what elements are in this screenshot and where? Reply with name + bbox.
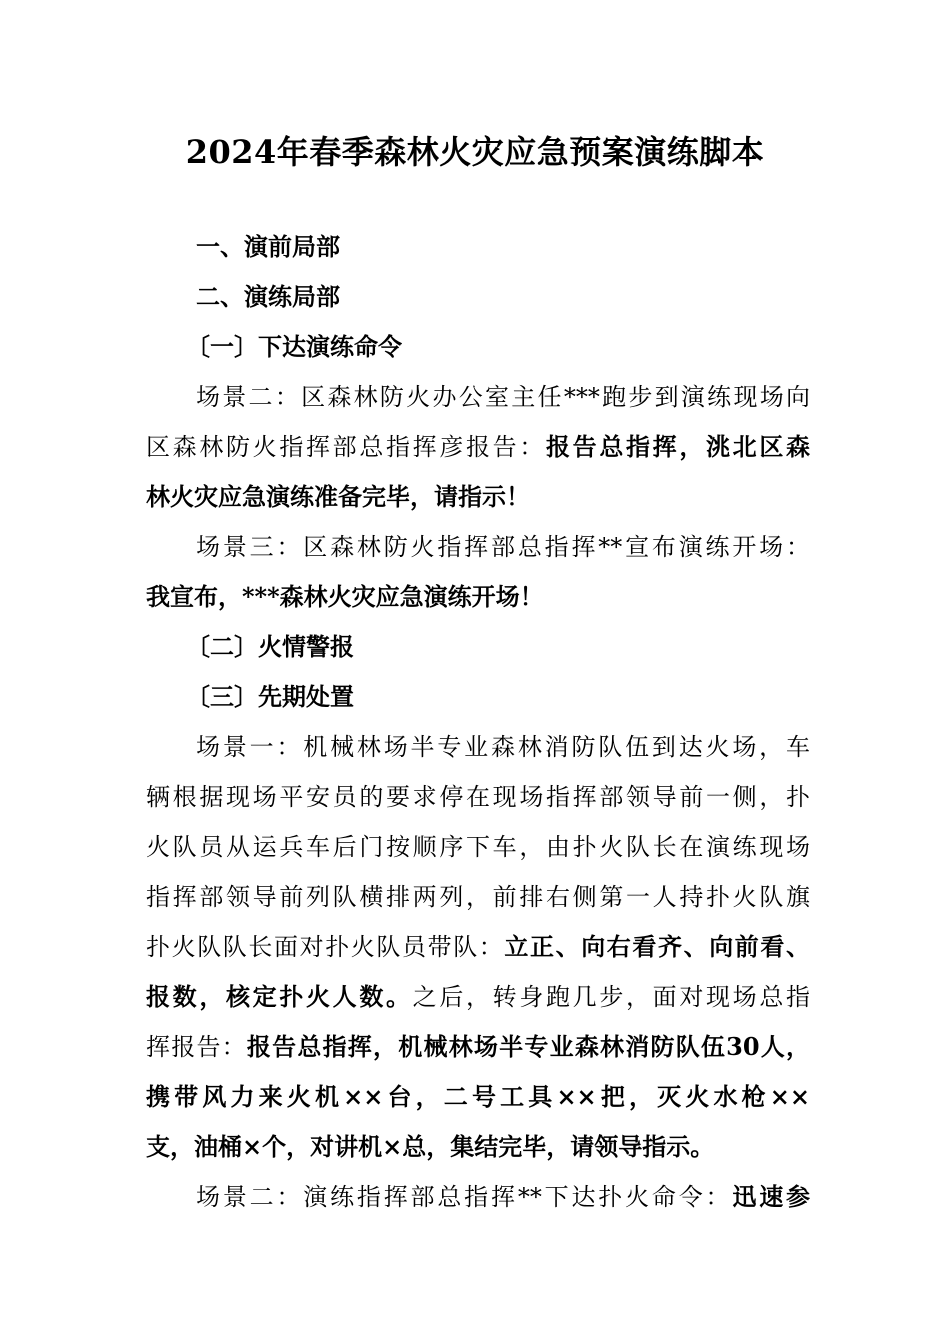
paragraph-line [146,972,810,1022]
paragraph-line: 辆根据现场平安员的要求停在现场指挥部领导前一侧，扑 [146,783,810,811]
paragraph-text: 之后，转身跑几步，面对现场总指 [412,983,811,1011]
paragraph-line [146,422,810,472]
document-body [146,222,810,1222]
paragraph-bold-text: 报告总指挥，机械林场半专业森林消防队伍30人， [246,1032,811,1061]
paragraph-line [146,1172,810,1222]
paragraph-bold-text: 迅速参 [732,1182,811,1211]
paragraph-line [146,922,810,972]
paragraph-line: 场景二：区森林防火办公室主任***跑步到演练现场向 [196,383,810,411]
paragraph-text: 扑火队队长面对扑火队员带队： [146,933,505,961]
paragraph-line: 场景一：机械林场半专业森林消防队伍到达火场，车 [196,733,810,761]
paragraph-bold-line: 携带风力来火机××台，二号工具××把，灭火水枪×× [146,1082,810,1111]
subsection-heading-2: 〔二〕火情警报 [186,632,354,661]
paragraph-line: 场景三：区森林防火指挥部总指挥**宣布演练开场： [196,533,810,561]
subsection-heading-3: 〔三〕先期处置 [186,682,354,711]
subsection-heading-1: 〔一〕下达演练命令 [186,332,402,361]
paragraph-line: 火队员从运兵车后门按顺序下车，由扑火队长在演练现场 [146,833,810,861]
paragraph-bold-line: 林火灾应急演练准备完毕，请指示！ [146,482,530,511]
document-title: 2024年春季森林火灾应急预案演练脚本 [185,133,765,171]
section-heading-1: 一、演前局部 [196,232,340,261]
paragraph-text: 区森林防火指挥部总指挥彦报告： [146,433,546,461]
paragraph-text: 场景二：演练指挥部总指挥**下达扑火命令： [196,1183,733,1211]
paragraph-line [146,1022,810,1072]
paragraph-bold-text: 立正、向右看齐、向前看、 [504,932,811,961]
paragraph-text: 挥报告： [146,1033,247,1061]
section-heading-2: 二、演练局部 [196,282,340,311]
paragraph-bold-text: 报数，核定扑火人数。 [146,982,413,1011]
paragraph-bold-text: 报告总指挥，洮北区森 [546,432,810,461]
paragraph-bold-line: 我宣布，***森林火灾应急演练开场！ [146,582,544,611]
paragraph-line: 指挥部领导前列队横排两列，前排右侧第一人持扑火队旗 [146,883,810,911]
paragraph-bold-line: 支，油桶×个，对讲机×总，集结完毕，请领导指示。 [146,1132,715,1161]
